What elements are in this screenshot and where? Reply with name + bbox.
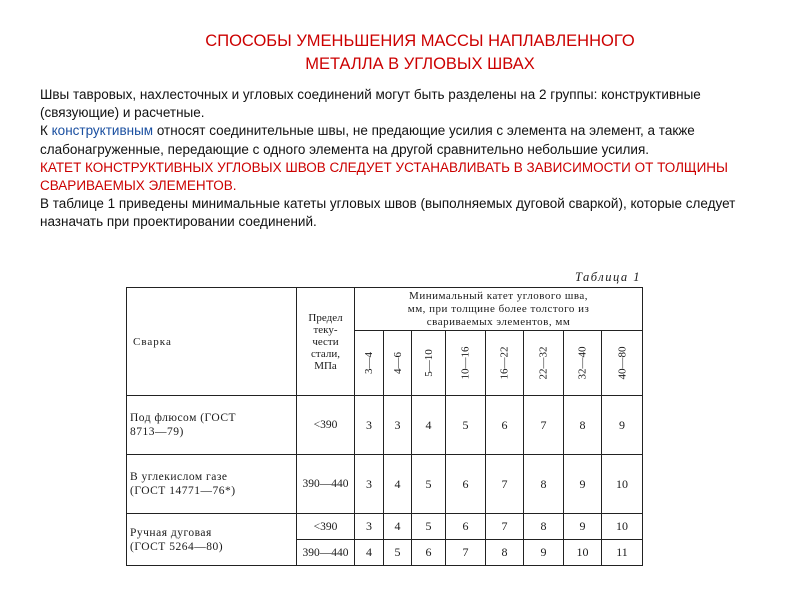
welding-method-line: В углекислом газе xyxy=(130,471,228,483)
paragraph-table-ref: В таблице 1 приведены минимальные катеты угловых швов (выполняемых дуговой сваркой), которые следует назначать при проектировании соединений. xyxy=(40,196,736,230)
header-min-leg xyxy=(355,288,643,331)
header-yield-line: чести xyxy=(312,335,339,348)
table-caption: Таблица 1 xyxy=(575,270,641,284)
paragraph-constructive xyxy=(40,122,770,158)
leg-value: 7 xyxy=(524,396,564,455)
leg-value: 11 xyxy=(602,540,643,566)
leg-value: 8 xyxy=(486,540,524,566)
min-leg-table xyxy=(126,287,643,566)
header-min-leg-line: свариваемых элементов, мм xyxy=(426,315,571,328)
header-min-leg-line: мм, при толщине более толстого из xyxy=(407,302,590,315)
leg-value: 4 xyxy=(384,455,412,514)
thickness-range xyxy=(384,331,412,396)
leg-value: 9 xyxy=(564,455,602,514)
paragraph-constructive-rest: относят соединительные швы, не предающие усилия с элемента на элемент, а также слабонагруженные, передающие с одного элемента на другой сравнительно небольшие усилия. xyxy=(40,123,695,157)
thickness-range xyxy=(564,331,602,396)
paragraph-groups: Швы тавровых, нахлесточных и угловых соединений могут быть разделены на 2 группы: конструктивные (связующие) и расчетные. xyxy=(40,87,701,121)
term-constructive: конструктивным xyxy=(51,123,154,139)
table-row xyxy=(127,396,643,455)
thickness-range-label: 40—80 xyxy=(616,346,629,380)
header-yield-line: теку- xyxy=(313,323,338,336)
welding-method-line: 8713—79) xyxy=(130,426,184,438)
leg-value: 3 xyxy=(355,396,384,455)
thickness-range xyxy=(355,331,384,396)
thickness-range xyxy=(486,331,524,396)
leg-value: 10 xyxy=(602,455,643,514)
leg-value: 7 xyxy=(486,514,524,540)
leg-value: 8 xyxy=(564,396,602,455)
leg-value: 9 xyxy=(564,514,602,540)
yield-limit-value: <390 xyxy=(297,396,355,455)
thickness-range-label: 3—4 xyxy=(363,352,375,374)
welding-method xyxy=(127,396,297,455)
slide-title-line2: МЕТАЛЛА В УГЛОВЫХ ШВАХ xyxy=(305,55,535,73)
header-yield-line: стали, xyxy=(311,347,340,360)
leg-value: 9 xyxy=(602,396,643,455)
welding-method-line: Ручная дуговая xyxy=(130,526,212,539)
welding-method-line: (ГОСТ 5264—80) xyxy=(130,540,224,553)
header-yield-limit xyxy=(297,288,355,396)
thickness-range-label: 16—22 xyxy=(498,346,511,380)
thickness-range-label: 10—16 xyxy=(459,346,472,380)
leg-value: 4 xyxy=(384,514,412,540)
paragraph-constructive-prefix: К xyxy=(40,123,52,139)
leg-value: 5 xyxy=(412,455,446,514)
leg-value: 8 xyxy=(524,514,564,540)
header-min-leg-line: Минимальный катет углового шва, xyxy=(409,289,588,302)
header-yield-line: Предел xyxy=(308,311,343,324)
welding-method xyxy=(127,455,297,514)
welding-method-line: (ГОСТ 14771—76*) xyxy=(130,485,236,497)
leg-value: 5 xyxy=(412,514,446,540)
leg-value: 3 xyxy=(355,514,384,540)
table-row xyxy=(127,455,643,514)
header-welding: Сварка xyxy=(127,288,297,396)
thickness-range xyxy=(524,331,564,396)
yield-limit-value: <390 xyxy=(297,514,355,540)
slide-title-line1: СПОСОБЫ УМЕНЬШЕНИЯ МАССЫ НАПЛАВЛЕННОГО xyxy=(205,32,635,50)
table-scan xyxy=(123,270,645,574)
welding-method xyxy=(127,514,297,566)
thickness-range-label: 22—32 xyxy=(537,346,550,380)
leg-value: 9 xyxy=(524,540,564,566)
yield-limit-value: 390—440 xyxy=(297,455,355,514)
welding-method-line: Под флюсом (ГОСТ xyxy=(130,412,237,424)
yield-limit-value: 390—440 xyxy=(297,540,355,566)
leg-value: 6 xyxy=(412,540,446,566)
leg-value: 5 xyxy=(446,396,486,455)
thickness-range xyxy=(446,331,486,396)
header-yield-line: МПа xyxy=(314,359,337,372)
thickness-range xyxy=(602,331,643,396)
leg-value: 7 xyxy=(486,455,524,514)
leg-value: 3 xyxy=(384,396,412,455)
leg-value: 6 xyxy=(446,455,486,514)
thickness-range xyxy=(412,331,446,396)
thickness-range-label: 5—10 xyxy=(422,349,435,377)
leg-value: 10 xyxy=(602,514,643,540)
leg-value: 8 xyxy=(524,455,564,514)
leg-value: 3 xyxy=(355,455,384,514)
thickness-range-label: 4—6 xyxy=(391,352,404,374)
leg-value: 6 xyxy=(446,514,486,540)
leg-value: 10 xyxy=(564,540,602,566)
leg-value: 4 xyxy=(412,396,446,455)
leg-value: 4 xyxy=(355,540,384,566)
thickness-range-label: 32—40 xyxy=(576,346,589,380)
paragraph-rule: КАТЕТ КОНСТРУКТИВНЫХ УГЛОВЫХ ШВОВ СЛЕДУЕТ УСТАНАВЛИВАТЬ В ЗАВИСИМОСТИ ОТ ТОЛЩИНЫ СВАРИВАЕМЫХ ЭЛЕМЕНТОВ. xyxy=(40,159,728,194)
leg-value: 6 xyxy=(486,396,524,455)
table-row xyxy=(127,514,643,540)
leg-value: 7 xyxy=(446,540,486,566)
leg-value: 5 xyxy=(384,540,412,566)
slide-title xyxy=(60,30,780,76)
slide-body-text xyxy=(40,86,770,232)
